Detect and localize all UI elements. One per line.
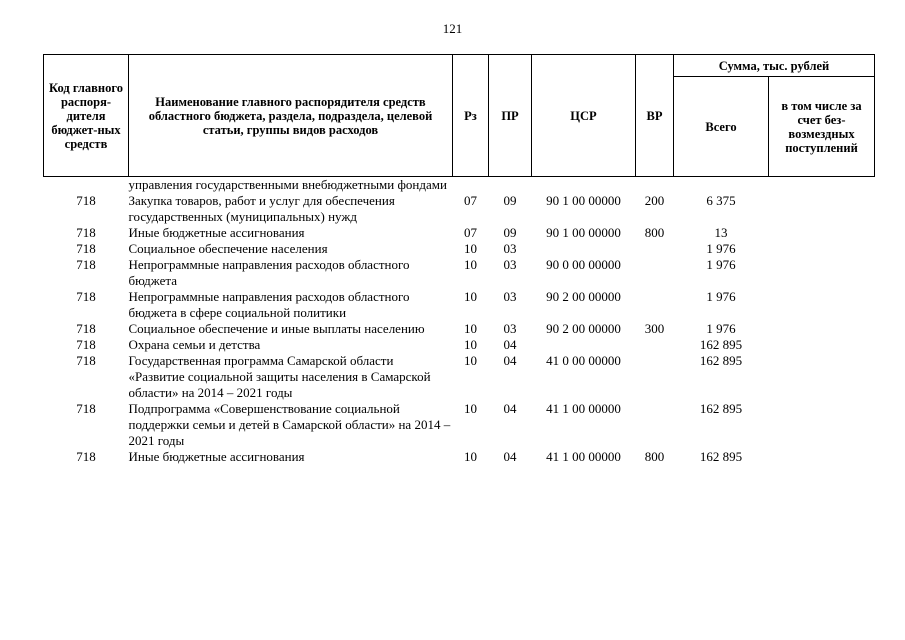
header-sum: Сумма, тыс. рублей bbox=[674, 55, 875, 77]
table-row bbox=[44, 193, 875, 225]
cell-pr: 09 bbox=[503, 225, 517, 240]
cell-incl bbox=[769, 193, 875, 225]
cell-rz bbox=[453, 177, 489, 194]
header-name: Наименование главного распорядителя средств областного бюджета, раздела, подраздела, целевой статьи, группы видов расходов bbox=[129, 55, 453, 177]
cell-vr bbox=[636, 337, 674, 353]
table-row bbox=[44, 401, 875, 449]
cell-pr: 04 bbox=[503, 401, 517, 416]
cell-pr bbox=[489, 177, 532, 194]
cell-pr: 09 bbox=[503, 193, 517, 208]
cell-total: 13 bbox=[714, 225, 728, 240]
cell-vr bbox=[636, 401, 674, 449]
cell-name: Социальное обеспечение и иные выплаты населению bbox=[128, 321, 425, 336]
cell-rz: 10 bbox=[464, 337, 477, 352]
cell-name: Государственная программа Самарской области «Развитие социальной защиты населения в Самарской области» на 2014 – 2021 годы bbox=[128, 353, 431, 400]
table-row bbox=[44, 321, 875, 337]
cell-total: 1 976 bbox=[706, 321, 736, 336]
cell-csr: 90 2 00 00000 bbox=[546, 321, 621, 336]
header-rz: Рз bbox=[453, 55, 489, 177]
cell-incl bbox=[769, 401, 875, 449]
cell-code: 718 bbox=[76, 449, 96, 464]
cell-rz: 10 bbox=[464, 241, 477, 256]
cell-csr: 90 1 00 00000 bbox=[546, 225, 621, 240]
cell-name: Непрограммные направления расходов областного бюджета в сфере социальной политики bbox=[128, 289, 410, 320]
cell-incl bbox=[769, 289, 875, 321]
cell-rz: 10 bbox=[464, 401, 477, 416]
cell-incl bbox=[769, 449, 875, 465]
cell-pr: 03 bbox=[503, 257, 517, 272]
cell-csr: 41 1 00 00000 bbox=[546, 449, 621, 464]
cell-code: 718 bbox=[76, 321, 96, 336]
cell-rz: 10 bbox=[464, 289, 477, 304]
cell-csr bbox=[532, 241, 636, 257]
cell-rz: 07 bbox=[464, 225, 477, 240]
cell-code bbox=[44, 177, 129, 194]
cell-rz: 10 bbox=[464, 449, 477, 464]
cell-csr: 90 2 00 00000 bbox=[546, 289, 621, 304]
cell-csr: 41 1 00 00000 bbox=[546, 401, 621, 416]
cell-total: 162 895 bbox=[699, 353, 743, 368]
cell-csr: 41 0 00 00000 bbox=[546, 353, 621, 368]
cell-total: 162 895 bbox=[699, 449, 743, 464]
budget-table bbox=[43, 54, 875, 465]
cell-name: Закупка товаров, работ и услуг для обеспечения государственных (муниципальных) нужд bbox=[128, 193, 395, 224]
cell-csr bbox=[532, 177, 636, 194]
cell-vr: 800 bbox=[644, 449, 665, 464]
cell-vr bbox=[636, 257, 674, 289]
header-vr: ВР bbox=[636, 55, 674, 177]
cell-incl bbox=[769, 241, 875, 257]
table-row bbox=[44, 449, 875, 465]
cell-name: Иные бюджетные ассигнования bbox=[128, 449, 305, 464]
cell-total: 6 375 bbox=[706, 193, 736, 208]
cell-incl bbox=[769, 177, 875, 194]
cell-code: 718 bbox=[76, 401, 96, 416]
header-pr: ПР bbox=[489, 55, 532, 177]
cell-pr: 03 bbox=[503, 241, 517, 256]
cell-code: 718 bbox=[76, 289, 96, 304]
table-row bbox=[44, 337, 875, 353]
cell-vr bbox=[636, 289, 674, 321]
cell-name: Подпрограмма «Совершенствование социальной поддержки семьи и детей в Самарской области» на 2014 – 2021 годы bbox=[128, 401, 451, 448]
page-number: 121 bbox=[442, 21, 463, 36]
cell-csr bbox=[532, 337, 636, 353]
table-row bbox=[44, 353, 875, 401]
cell-pr: 04 bbox=[503, 449, 517, 464]
cell-pr: 03 bbox=[503, 321, 517, 336]
cell-code: 718 bbox=[76, 257, 96, 272]
cell-name: Иные бюджетные ассигнования bbox=[128, 225, 305, 240]
cell-vr bbox=[636, 177, 674, 194]
cell-pr: 03 bbox=[503, 289, 517, 304]
cell-vr: 300 bbox=[644, 321, 665, 336]
cell-pr: 04 bbox=[503, 337, 517, 352]
cell-total: 162 895 bbox=[699, 337, 743, 352]
header-code: Код главного распоря-дителя бюджет-ных средств bbox=[44, 55, 129, 177]
cell-total: 162 895 bbox=[699, 401, 743, 416]
cell-csr: 90 1 00 00000 bbox=[546, 193, 621, 208]
cell-incl bbox=[769, 257, 875, 289]
cell-name: Непрограммные направления расходов областного бюджета bbox=[128, 257, 410, 288]
cell-rz: 07 bbox=[464, 193, 477, 208]
header-csr: ЦСР bbox=[532, 55, 636, 177]
table-row bbox=[44, 257, 875, 289]
header-incl: в том числе за счет без-возмездных поступлений bbox=[769, 77, 875, 177]
cell-vr: 800 bbox=[644, 225, 665, 240]
cell-total: 1 976 bbox=[706, 257, 736, 272]
cell-code: 718 bbox=[76, 241, 96, 256]
table-row bbox=[44, 241, 875, 257]
cell-total bbox=[674, 177, 769, 194]
cell-incl bbox=[769, 321, 875, 337]
cell-vr bbox=[636, 353, 674, 401]
table-row bbox=[44, 225, 875, 241]
table-row bbox=[44, 177, 875, 194]
cell-vr: 200 bbox=[644, 193, 665, 208]
cell-code: 718 bbox=[76, 193, 96, 208]
cell-name: управления государственными внебюджетными фондами bbox=[128, 177, 447, 192]
header-total: Всего bbox=[674, 77, 769, 177]
cell-incl bbox=[769, 337, 875, 353]
cell-rz: 10 bbox=[464, 257, 477, 272]
cell-csr: 90 0 00 00000 bbox=[546, 257, 621, 272]
cell-incl bbox=[769, 225, 875, 241]
table-row bbox=[44, 289, 875, 321]
table-body bbox=[44, 177, 875, 466]
cell-rz: 10 bbox=[464, 321, 477, 336]
cell-code: 718 bbox=[76, 353, 96, 368]
cell-rz: 10 bbox=[464, 353, 477, 368]
cell-total: 1 976 bbox=[706, 289, 736, 304]
cell-incl bbox=[769, 353, 875, 401]
cell-vr bbox=[636, 241, 674, 257]
cell-pr: 04 bbox=[503, 353, 517, 368]
cell-code: 718 bbox=[76, 337, 96, 352]
cell-name: Охрана семьи и детства bbox=[128, 337, 261, 352]
cell-total: 1 976 bbox=[706, 241, 736, 256]
cell-name: Социальное обеспечение населения bbox=[128, 241, 328, 256]
cell-code: 718 bbox=[76, 225, 96, 240]
